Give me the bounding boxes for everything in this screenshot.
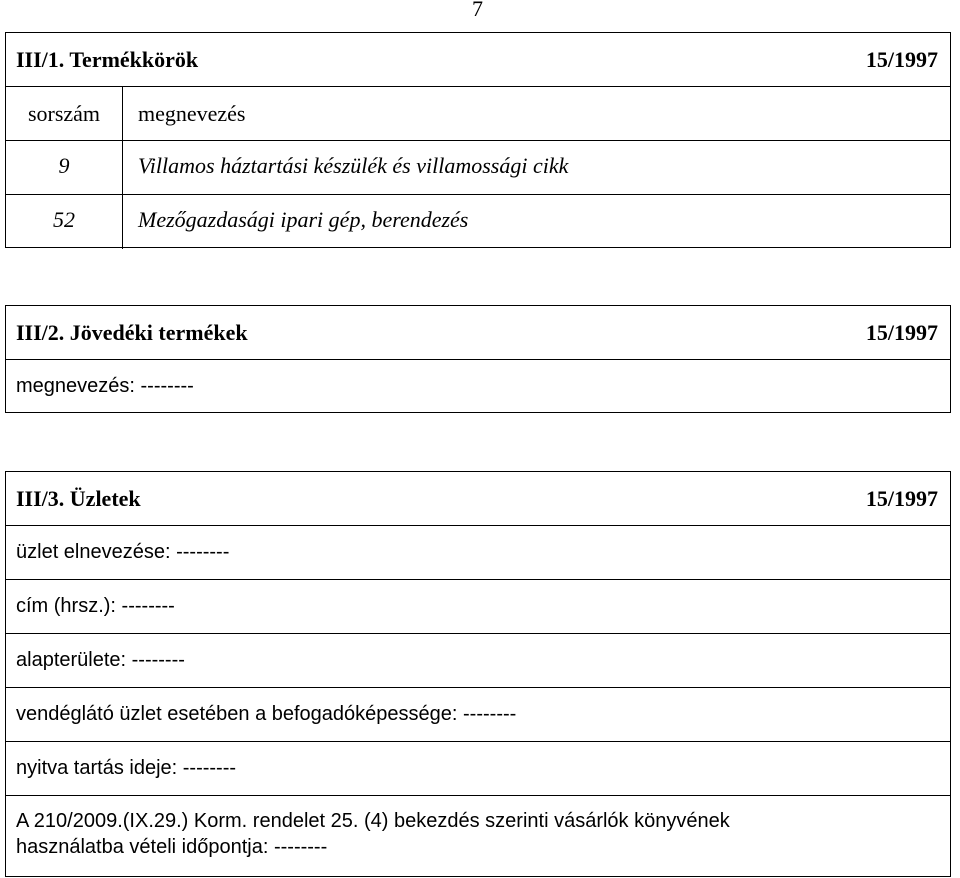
field-cim: cím (hrsz.): -------- xyxy=(16,595,175,617)
section-code: 15/1997 xyxy=(865,47,938,72)
section-title: III/1. Termékkörök xyxy=(16,47,199,72)
section-header xyxy=(6,472,950,526)
field-row xyxy=(6,742,950,796)
field-row xyxy=(6,688,950,742)
row-number: 9 xyxy=(58,153,70,178)
section-title: III/3. Üzletek xyxy=(16,486,141,511)
field-nyitva-tartas: nyitva tartás ideje: -------- xyxy=(16,757,237,779)
column-header-number: sorszám xyxy=(27,101,101,126)
section-code: 15/1997 xyxy=(865,320,938,345)
row-name: Villamos háztartási készülék és villamossági cikk xyxy=(138,153,569,178)
table-header-row xyxy=(6,87,950,141)
section-code: 15/1997 xyxy=(865,486,938,511)
field-row xyxy=(6,796,950,878)
section-termekkorok xyxy=(5,32,951,248)
row-name: Mezőgazdasági ipari gép, berendezés xyxy=(138,207,469,232)
section-jovedeki-termekek xyxy=(5,305,951,413)
section-header xyxy=(6,33,950,87)
field-uzlet-elnevezese: üzlet elnevezése: -------- xyxy=(16,541,230,563)
page-number: 7 xyxy=(472,0,483,21)
section-header xyxy=(6,306,950,360)
section-title: III/2. Jövedéki termékek xyxy=(16,320,248,345)
field-row xyxy=(6,360,950,414)
field-row xyxy=(6,634,950,688)
table-row xyxy=(6,141,950,195)
field-row xyxy=(6,526,950,580)
table-row xyxy=(6,195,950,249)
field-megnevezes: megnevezés: -------- xyxy=(16,375,194,397)
field-vasarlok-konyve-line2: használatba vételi időpontja: -------- xyxy=(16,836,328,858)
field-alapterulete: alapterülete: -------- xyxy=(16,649,185,671)
section-uzletek xyxy=(5,471,951,877)
field-vasarlok-konyve-line1: A 210/2009.(IX.29.) Korm. rendelet 25. (4) bekezdés szerinti vásárlók könyvének xyxy=(16,810,730,832)
field-befogadokepesseg: vendéglátó üzlet esetében a befogadóképessége: -------- xyxy=(16,703,517,725)
column-header-name: megnevezés xyxy=(138,101,246,126)
field-row xyxy=(6,580,950,634)
row-number: 52 xyxy=(53,207,75,232)
